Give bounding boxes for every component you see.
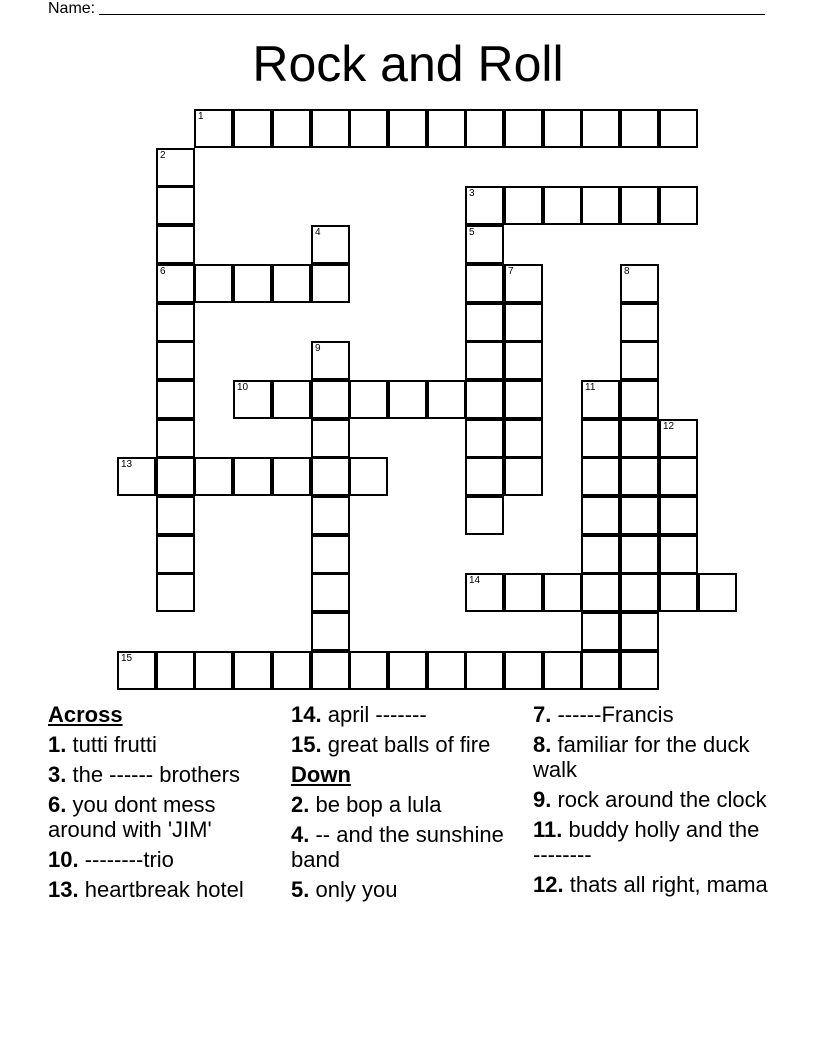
grid-cell[interactable] <box>156 651 195 690</box>
grid-cell[interactable] <box>659 573 698 612</box>
clue-down-2 <box>291 792 527 817</box>
grid-cell[interactable] <box>272 651 311 690</box>
grid-cell[interactable] <box>543 573 582 612</box>
grid-cell[interactable] <box>581 651 620 690</box>
grid-cell[interactable] <box>543 109 582 148</box>
grid-cell[interactable] <box>388 380 427 419</box>
clue-number: 11. <box>533 817 563 842</box>
grid-cell[interactable] <box>504 303 543 342</box>
grid-cell[interactable] <box>233 380 272 419</box>
cell-number: 12 <box>663 421 675 432</box>
grid-cell[interactable] <box>581 573 620 612</box>
grid-cell[interactable] <box>581 380 620 419</box>
clue-text: ------Francis <box>557 702 674 727</box>
grid-cell[interactable] <box>311 419 350 458</box>
grid-cell[interactable] <box>272 380 311 419</box>
grid-cell[interactable] <box>620 573 659 612</box>
cell-number: 5 <box>469 227 475 238</box>
grid-cell[interactable] <box>311 535 350 574</box>
grid-cell[interactable] <box>620 186 659 225</box>
grid-cell[interactable] <box>311 612 350 651</box>
clue-across-13 <box>48 877 284 902</box>
clue-column-1 <box>48 702 284 907</box>
grid-cell[interactable] <box>272 109 311 148</box>
grid-cell[interactable] <box>581 612 620 651</box>
grid-cell[interactable] <box>620 419 659 458</box>
grid-cell[interactable] <box>349 457 388 496</box>
grid-cell[interactable] <box>156 225 195 264</box>
clue-column-3 <box>533 702 769 902</box>
grid-cell[interactable] <box>581 186 620 225</box>
clue-down-8 <box>533 732 769 782</box>
clue-number: 8. <box>533 732 552 757</box>
clue-number: 2. <box>291 792 310 817</box>
grid-cell[interactable] <box>465 651 504 690</box>
grid-cell[interactable] <box>620 535 659 574</box>
grid-cell[interactable] <box>620 303 659 342</box>
grid-cell[interactable] <box>504 109 543 148</box>
clue-number: 4. <box>291 822 310 847</box>
grid-cell[interactable] <box>620 496 659 535</box>
grid-cell[interactable] <box>194 109 233 148</box>
grid-cell[interactable] <box>504 341 543 380</box>
clue-down-9 <box>533 787 769 812</box>
grid-cell[interactable] <box>581 109 620 148</box>
cell-number: 4 <box>315 227 321 238</box>
clue-across-15 <box>291 732 527 757</box>
grid-cell[interactable] <box>117 457 156 496</box>
cell-number: 6 <box>160 266 166 277</box>
clue-text: you dont mess around with 'JIM' <box>48 792 216 842</box>
clue-text: --------trio <box>84 847 174 872</box>
cell-number: 1 <box>198 111 204 122</box>
grid-cell[interactable] <box>349 651 388 690</box>
grid-cell[interactable] <box>194 457 233 496</box>
clue-number: 13. <box>48 877 79 902</box>
clue-number: 1. <box>48 732 67 757</box>
clue-number: 3. <box>48 762 67 787</box>
clue-across-6 <box>48 792 284 842</box>
grid-cell[interactable] <box>504 419 543 458</box>
clue-text: april ------- <box>327 702 427 727</box>
clue-across-14 <box>291 702 527 727</box>
clue-across-10 <box>48 847 284 872</box>
grid-cell[interactable] <box>543 651 582 690</box>
grid-cell[interactable] <box>156 457 195 496</box>
grid-cell[interactable] <box>620 264 659 303</box>
grid-cell[interactable] <box>156 419 195 458</box>
grid-cell[interactable] <box>543 186 582 225</box>
grid-cell[interactable] <box>427 109 466 148</box>
grid-cell[interactable] <box>659 496 698 535</box>
cell-number: 11 <box>585 382 596 393</box>
clue-text: rock around the clock <box>557 787 767 812</box>
clue-text: tutti frutti <box>72 732 157 757</box>
grid-cell[interactable] <box>504 186 543 225</box>
cell-number: 9 <box>315 343 321 354</box>
grid-cell[interactable] <box>465 341 504 380</box>
grid-cell[interactable] <box>504 651 543 690</box>
grid-cell[interactable] <box>465 264 504 303</box>
grid-cell[interactable] <box>465 186 504 225</box>
grid-cell[interactable] <box>620 651 659 690</box>
name-label: Name: <box>48 0 96 17</box>
grid-cell[interactable] <box>465 457 504 496</box>
cell-number: 13 <box>121 459 133 470</box>
grid-cell[interactable] <box>581 496 620 535</box>
page-title: Rock and Roll <box>252 36 564 92</box>
grid-cell[interactable] <box>465 496 504 535</box>
grid-cell[interactable] <box>465 109 504 148</box>
grid-cell[interactable] <box>659 535 698 574</box>
grid-cell[interactable] <box>156 535 195 574</box>
grid-cell[interactable] <box>156 341 195 380</box>
grid-cell[interactable] <box>156 380 195 419</box>
clue-number: 9. <box>533 787 552 812</box>
grid-cell[interactable] <box>388 109 427 148</box>
grid-cell[interactable] <box>233 651 272 690</box>
grid-cell[interactable] <box>504 380 543 419</box>
clue-number: 15. <box>291 732 322 757</box>
grid-cell[interactable] <box>117 651 156 690</box>
grid-cell[interactable] <box>427 380 466 419</box>
grid-cell[interactable] <box>388 651 427 690</box>
grid-cell[interactable] <box>659 457 698 496</box>
clue-across-1 <box>48 732 284 757</box>
clue-text: great balls of fire <box>327 732 491 757</box>
grid-cell[interactable] <box>233 264 272 303</box>
grid-cell[interactable] <box>311 225 350 264</box>
clue-across-3 <box>48 762 284 787</box>
grid-cell[interactable] <box>504 457 543 496</box>
clue-text: heartbreak hotel <box>84 877 244 902</box>
clue-text: only you <box>315 877 398 902</box>
grid-cell[interactable] <box>233 109 272 148</box>
grid-cell[interactable] <box>272 264 311 303</box>
clue-text: be bop a lula <box>315 792 442 817</box>
grid-cell[interactable] <box>465 419 504 458</box>
cell-number: 3 <box>469 188 475 199</box>
grid-cell[interactable] <box>156 186 195 225</box>
clue-down-12 <box>533 872 769 897</box>
cell-number: 10 <box>237 382 249 393</box>
clue-text: buddy holly and the -------- <box>533 817 760 867</box>
grid-cell[interactable] <box>156 573 195 612</box>
grid-cell[interactable] <box>349 109 388 148</box>
grid-cell[interactable] <box>311 651 350 690</box>
grid-cell[interactable] <box>659 109 698 148</box>
grid-cell[interactable] <box>156 264 195 303</box>
grid-cell[interactable] <box>311 109 350 148</box>
clue-number: 5. <box>291 877 310 902</box>
clue-number: 6. <box>48 792 67 817</box>
clue-down-5 <box>291 877 527 902</box>
grid-cell[interactable] <box>311 264 350 303</box>
clue-down-11 <box>533 817 769 867</box>
cell-number: 15 <box>121 653 133 664</box>
grid-cell[interactable] <box>194 651 233 690</box>
grid-cell[interactable] <box>311 573 350 612</box>
grid-cell[interactable] <box>272 457 311 496</box>
grid-cell[interactable] <box>465 225 504 264</box>
clue-number: 7. <box>533 702 552 727</box>
clue-text: thats all right, mama <box>569 872 768 897</box>
grid-cell[interactable] <box>156 148 195 187</box>
clue-text: -- and the sunshine band <box>291 822 504 872</box>
cell-number: 7 <box>508 266 514 277</box>
clue-text: the ------ brothers <box>72 762 240 787</box>
grid-cell[interactable] <box>156 303 195 342</box>
grid-cell[interactable] <box>504 573 543 612</box>
clue-number: 12. <box>533 872 564 897</box>
grid-cell[interactable] <box>620 341 659 380</box>
grid-cell[interactable] <box>465 380 504 419</box>
grid-cell[interactable] <box>311 341 350 380</box>
grid-cell[interactable] <box>504 264 543 303</box>
grid-cell[interactable] <box>311 496 350 535</box>
clue-text: familiar for the duck walk <box>533 732 750 782</box>
grid-cell[interactable] <box>465 303 504 342</box>
grid-cell[interactable] <box>620 109 659 148</box>
across-heading: Across <box>48 702 123 727</box>
grid-cell[interactable] <box>620 457 659 496</box>
grid-cell[interactable] <box>659 186 698 225</box>
grid-cell[interactable] <box>581 535 620 574</box>
grid-cell[interactable] <box>620 612 659 651</box>
down-heading: Down <box>291 762 351 787</box>
clue-number: 14. <box>291 702 322 727</box>
clue-column-2 <box>291 702 527 907</box>
grid-cell[interactable] <box>194 264 233 303</box>
clue-down-7 <box>533 702 769 727</box>
grid-cell[interactable] <box>581 457 620 496</box>
clue-number: 10. <box>48 847 79 872</box>
grid-cell[interactable] <box>349 380 388 419</box>
grid-cell[interactable] <box>427 651 466 690</box>
cell-number: 2 <box>160 150 166 161</box>
grid-cell[interactable] <box>156 496 195 535</box>
grid-cell[interactable] <box>311 380 350 419</box>
clue-down-4 <box>291 822 527 872</box>
grid-cell[interactable] <box>698 573 737 612</box>
grid-cell[interactable] <box>620 380 659 419</box>
grid-cell[interactable] <box>659 419 698 458</box>
cell-number: 14 <box>469 575 481 586</box>
cell-number: 8 <box>624 266 630 277</box>
grid-cell[interactable] <box>233 457 272 496</box>
grid-cell[interactable] <box>581 419 620 458</box>
grid-cell[interactable] <box>465 573 504 612</box>
grid-cell[interactable] <box>311 457 350 496</box>
